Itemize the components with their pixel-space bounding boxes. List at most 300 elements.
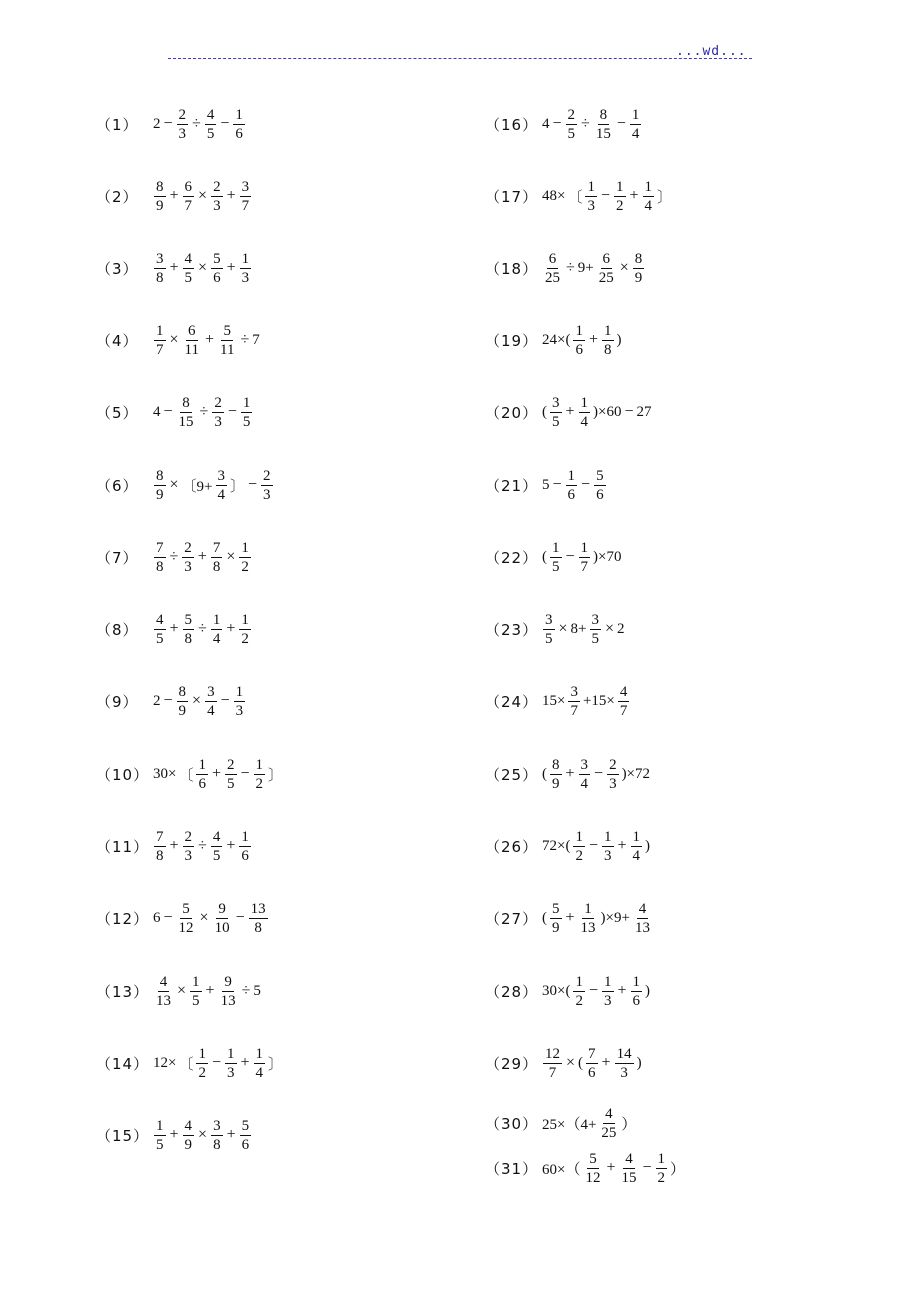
expression: [152, 394, 254, 431]
fraction: [212, 394, 224, 431]
fraction: [183, 250, 195, 287]
numerator: 4: [638, 900, 647, 917]
operator: ×: [169, 331, 179, 348]
operator: −: [220, 115, 230, 132]
operator: ×: [605, 620, 615, 637]
denominator: 9: [552, 775, 560, 792]
problem-5: [96, 386, 254, 438]
numerator: 1: [235, 106, 243, 123]
numerator: 4: [159, 973, 168, 990]
expression: [152, 973, 262, 1010]
header-dashed-rule: [168, 58, 752, 59]
operator: ÷: [192, 115, 201, 132]
term: 6: [153, 909, 161, 926]
fraction: [211, 828, 223, 865]
denominator: 5: [242, 413, 251, 430]
denominator: 4: [580, 413, 589, 430]
fraction: [585, 178, 597, 215]
fraction: [620, 1150, 639, 1187]
numerator: 4: [156, 611, 164, 628]
fraction: [225, 756, 237, 793]
denominator: 10: [214, 919, 230, 936]
operator: −: [594, 765, 604, 782]
expression: [541, 250, 646, 287]
term: 27: [636, 403, 652, 420]
fraction: [211, 539, 223, 576]
problem-number: （5）: [96, 403, 139, 422]
numerator: 4: [184, 250, 193, 267]
problem-15: [96, 1109, 253, 1161]
fraction: [579, 539, 591, 576]
denominator: 6: [596, 486, 604, 503]
denominator: 8: [156, 558, 164, 575]
numerator: 14: [616, 1045, 632, 1062]
fraction: [573, 322, 585, 359]
fraction: [196, 1045, 208, 1082]
problem-13: [96, 965, 262, 1017]
operator: +: [617, 982, 627, 999]
numerator: 4: [212, 828, 221, 845]
fraction: [225, 1045, 237, 1082]
operator: +: [629, 187, 639, 204]
term: 9+: [577, 259, 594, 276]
term: 15×: [542, 692, 566, 709]
fraction: [154, 539, 166, 576]
denominator: 6: [632, 992, 641, 1009]
numerator: 1: [241, 539, 249, 556]
problem-number: （9）: [96, 692, 139, 711]
denominator: 4: [580, 775, 589, 792]
expression: [541, 611, 626, 648]
term: (: [578, 1054, 584, 1071]
fraction: [240, 250, 252, 287]
expression: [541, 828, 651, 865]
problem-11: [96, 820, 253, 872]
numerator: 1: [616, 178, 624, 195]
denominator: 2: [241, 558, 249, 575]
expression: [152, 900, 270, 937]
denominator: 3: [604, 992, 612, 1009]
expression: [541, 178, 673, 215]
denominator: 5: [227, 775, 235, 792]
fraction: [579, 900, 598, 937]
fraction: [240, 178, 252, 215]
denominator: 9: [184, 1136, 193, 1153]
expression: [152, 178, 253, 215]
numerator: 2: [184, 828, 193, 845]
term: 2: [617, 620, 625, 637]
problem-6: [96, 459, 275, 511]
fraction: [602, 828, 614, 865]
fraction: [594, 106, 613, 143]
fraction: [211, 250, 223, 287]
operator: −: [248, 476, 258, 493]
operator: −: [227, 403, 237, 420]
numerator: 1: [584, 900, 592, 917]
denominator: 2: [198, 1064, 206, 1081]
operator: +: [617, 837, 627, 854]
term: ): [645, 837, 651, 854]
numerator: 3: [241, 178, 250, 195]
numerator: 6: [548, 250, 557, 267]
term: )×72: [621, 765, 651, 782]
numerator: 9: [224, 973, 232, 990]
operator: −: [163, 115, 173, 132]
expression: [541, 394, 653, 431]
operator: −: [565, 548, 575, 565]
operator: ×: [226, 548, 236, 565]
denominator: 3: [213, 197, 221, 214]
fraction: [631, 973, 643, 1010]
problem-number: （30）: [485, 1114, 539, 1133]
operator: +: [169, 187, 179, 204]
expression: [541, 900, 654, 937]
expression: [541, 683, 631, 720]
fraction: [633, 250, 645, 287]
numerator: 6: [602, 250, 610, 267]
expression: [152, 611, 253, 648]
fraction: [154, 467, 166, 504]
fraction: [211, 611, 223, 648]
denominator: 5: [192, 992, 200, 1009]
problem-number: （15）: [96, 1126, 150, 1145]
fraction: [643, 178, 655, 215]
operator: ÷: [198, 837, 207, 854]
fraction: [543, 611, 555, 648]
numerator: 1: [156, 322, 164, 339]
denominator: 2: [575, 992, 583, 1009]
problem-1: [96, 98, 247, 150]
fraction: [261, 467, 273, 504]
operator: ×: [558, 620, 568, 637]
problem-18: [485, 242, 646, 294]
denominator: 15: [178, 413, 194, 430]
operator: +: [169, 837, 179, 854]
operator: ÷: [581, 115, 590, 132]
denominator: 5: [552, 413, 560, 430]
numerator: 7: [212, 539, 221, 556]
denominator: 4: [217, 486, 225, 503]
denominator: 3: [604, 847, 612, 864]
numerator: 1: [580, 394, 589, 411]
fraction: [177, 900, 196, 937]
numerator: 1: [632, 828, 641, 845]
term: 72×(: [542, 837, 571, 854]
problem-number: （27）: [485, 909, 539, 928]
expression: [541, 1105, 637, 1142]
problem-number: （19）: [485, 331, 539, 350]
numerator: 2: [227, 756, 235, 773]
expression: [541, 322, 623, 359]
operator: +: [588, 331, 598, 348]
term: (: [542, 909, 547, 926]
term: 〔: [178, 1056, 194, 1073]
denominator: 5: [156, 1136, 164, 1153]
denominator: 6: [198, 775, 206, 792]
problem-number: （20）: [485, 403, 539, 422]
problem-4: [96, 314, 261, 366]
fraction: [573, 828, 585, 865]
numerator: 8: [156, 467, 164, 484]
problem-number: （3）: [96, 259, 139, 278]
denominator: 4: [255, 1064, 264, 1081]
fraction: [196, 756, 208, 793]
term: ）: [621, 1116, 637, 1133]
denominator: 5: [567, 125, 576, 142]
operator: +: [240, 1054, 250, 1071]
denominator: 3: [227, 1064, 235, 1081]
numerator: 1: [604, 973, 612, 990]
problem-number: （1）: [96, 115, 139, 134]
numerator: 1: [552, 539, 560, 556]
operator: +: [226, 1126, 236, 1143]
numerator: 4: [619, 683, 628, 700]
numerator: 1: [241, 828, 249, 845]
fraction: [550, 900, 562, 937]
operator: +: [197, 548, 207, 565]
operator: +: [565, 765, 575, 782]
term: 〕: [268, 1056, 284, 1073]
problem-number: （8）: [96, 620, 139, 639]
numerator: 5: [182, 900, 190, 917]
denominator: 2: [575, 847, 583, 864]
numerator: 6: [188, 322, 196, 339]
numerator: 1: [580, 539, 589, 556]
denominator: 5: [591, 630, 599, 647]
problem-8: [96, 603, 253, 655]
denominator: 12: [178, 919, 194, 936]
numerator: 1: [198, 1045, 206, 1062]
fraction: [154, 250, 166, 287]
numerator: 1: [575, 828, 583, 845]
problem-number: （24）: [485, 692, 539, 711]
expression: [541, 756, 651, 793]
numerator: 1: [227, 1045, 235, 1062]
fraction: [239, 611, 251, 648]
numerator: 2: [184, 539, 192, 556]
term: 7: [252, 331, 260, 348]
problem-number: （22）: [485, 548, 539, 567]
denominator: 15: [595, 125, 611, 142]
numerator: 1: [604, 322, 612, 339]
denominator: 5: [184, 269, 193, 286]
denominator: 11: [184, 341, 199, 358]
numerator: 5: [184, 611, 193, 628]
denominator: 7: [241, 197, 250, 214]
fraction: [573, 973, 585, 1010]
denominator: 7: [184, 197, 193, 214]
numerator: 4: [184, 1117, 193, 1134]
fraction: [597, 250, 616, 287]
fraction: [550, 756, 562, 793]
operator: −: [163, 909, 173, 926]
denominator: 8: [184, 630, 193, 647]
operator: −: [642, 1159, 652, 1176]
operator: −: [588, 982, 598, 999]
fraction: [211, 1117, 223, 1154]
fraction: [550, 539, 562, 576]
term: 48×: [542, 187, 566, 204]
problem-21: [485, 459, 608, 511]
fraction: [568, 683, 580, 720]
operator: +: [169, 1126, 179, 1143]
denominator: 6: [241, 1136, 250, 1153]
numerator: 5: [223, 322, 231, 339]
numerator: 7: [156, 828, 164, 845]
fraction: [241, 394, 253, 431]
operator: ÷: [241, 982, 251, 999]
fraction: [631, 828, 643, 865]
operator: −: [552, 115, 562, 132]
numerator: 1: [198, 756, 206, 773]
fraction: [543, 1045, 562, 1082]
fraction: [154, 828, 166, 865]
operator: −: [163, 692, 173, 709]
denominator: 25: [601, 1124, 617, 1141]
numerator: 3: [591, 611, 599, 628]
denominator: 3: [235, 702, 244, 719]
numerator: 13: [250, 900, 266, 917]
fraction: [566, 106, 578, 143]
term: 30×: [153, 765, 177, 782]
denominator: 3: [214, 413, 222, 430]
numerator: 1: [575, 322, 583, 339]
numerator: 7: [156, 539, 164, 556]
denominator: 3: [241, 269, 250, 286]
expression: [541, 539, 623, 576]
fraction: [550, 394, 562, 431]
numerator: 1: [255, 756, 264, 773]
fraction: [177, 394, 196, 431]
expression: [152, 1117, 253, 1154]
denominator: 5: [156, 630, 164, 647]
operator: −: [616, 115, 626, 132]
operator: −: [600, 187, 611, 204]
fraction: [602, 322, 614, 359]
term: ): [636, 1054, 642, 1071]
fraction: [579, 394, 591, 431]
denominator: 3: [263, 486, 271, 503]
term: 4: [542, 115, 550, 132]
denominator: 2: [255, 775, 264, 792]
term: 〕: [268, 767, 284, 784]
term: ): [645, 982, 651, 999]
problem-number: （23）: [485, 620, 539, 639]
problem-27: [485, 892, 654, 944]
denominator: 5: [552, 558, 560, 575]
fraction: [239, 539, 251, 576]
operator: ×: [619, 259, 629, 276]
denominator: 3: [587, 197, 595, 214]
operator: −: [240, 765, 250, 782]
term: 2: [153, 115, 161, 132]
problem-number: （6）: [96, 476, 139, 495]
numerator: 3: [156, 250, 164, 267]
denominator: 11: [220, 341, 235, 358]
problem-17: [485, 170, 673, 222]
term: (: [542, 765, 547, 782]
fraction: [579, 756, 591, 793]
fraction: [239, 828, 251, 865]
operator: ×: [192, 692, 202, 709]
problem-19: [485, 314, 623, 366]
fraction: [183, 322, 201, 359]
problem-number: （21）: [485, 476, 539, 495]
numerator: 1: [255, 1045, 264, 1062]
problem-20: [485, 386, 653, 438]
numerator: 8: [552, 756, 560, 773]
operator: −: [624, 403, 634, 420]
denominator: 2: [616, 197, 624, 214]
operator: ÷: [198, 620, 207, 637]
denominator: 13: [634, 919, 650, 936]
expression: [152, 250, 253, 287]
term: 25×（4+: [542, 1116, 597, 1133]
numerator: 1: [235, 683, 244, 700]
expression: [152, 683, 247, 720]
operator: −: [163, 403, 173, 420]
denominator: 13: [580, 919, 596, 936]
denominator: 9: [634, 269, 643, 286]
numerator: 8: [178, 683, 187, 700]
problem-23: [485, 603, 626, 655]
operator: +: [226, 259, 236, 276]
fraction: [219, 973, 238, 1010]
numerator: 5: [589, 1150, 597, 1167]
denominator: 5: [545, 630, 553, 647]
denominator: 8: [212, 558, 221, 575]
expression: [152, 756, 284, 793]
numerator: 5: [213, 250, 221, 267]
denominator: 4: [212, 630, 221, 647]
problem-2: [96, 170, 253, 222]
fraction: [583, 1150, 602, 1187]
operator: ×: [198, 259, 208, 276]
term: 60×（: [542, 1161, 581, 1178]
problem-16: [485, 98, 643, 150]
fraction: [183, 611, 195, 648]
operator: +: [205, 982, 215, 999]
denominator: 8: [604, 341, 612, 358]
fraction: [154, 611, 166, 648]
numerator: 3: [580, 756, 589, 773]
operator: ×: [198, 1126, 208, 1143]
term: +15×: [582, 692, 615, 709]
expression: [541, 467, 608, 504]
numerator: 2: [609, 756, 617, 773]
fraction: [602, 973, 614, 1010]
fraction: [190, 973, 202, 1010]
problem-number: （16）: [485, 115, 539, 134]
operator: ÷: [566, 259, 575, 276]
operator: +: [204, 331, 215, 348]
problem-number: （26）: [485, 837, 539, 856]
problem-number: （25）: [485, 765, 539, 784]
numerator: 1: [657, 1150, 666, 1167]
expression: [541, 106, 643, 143]
denominator: 3: [620, 1064, 628, 1081]
denominator: 4: [644, 197, 653, 214]
operator: ÷: [240, 331, 250, 348]
fraction: [615, 1045, 634, 1082]
denominator: 2: [241, 630, 249, 647]
fraction: [254, 756, 266, 793]
problem-number: （12）: [96, 909, 150, 928]
expression: [152, 1045, 284, 1082]
fraction: [614, 178, 626, 215]
term: 5: [542, 476, 550, 493]
denominator: 7: [619, 702, 628, 719]
